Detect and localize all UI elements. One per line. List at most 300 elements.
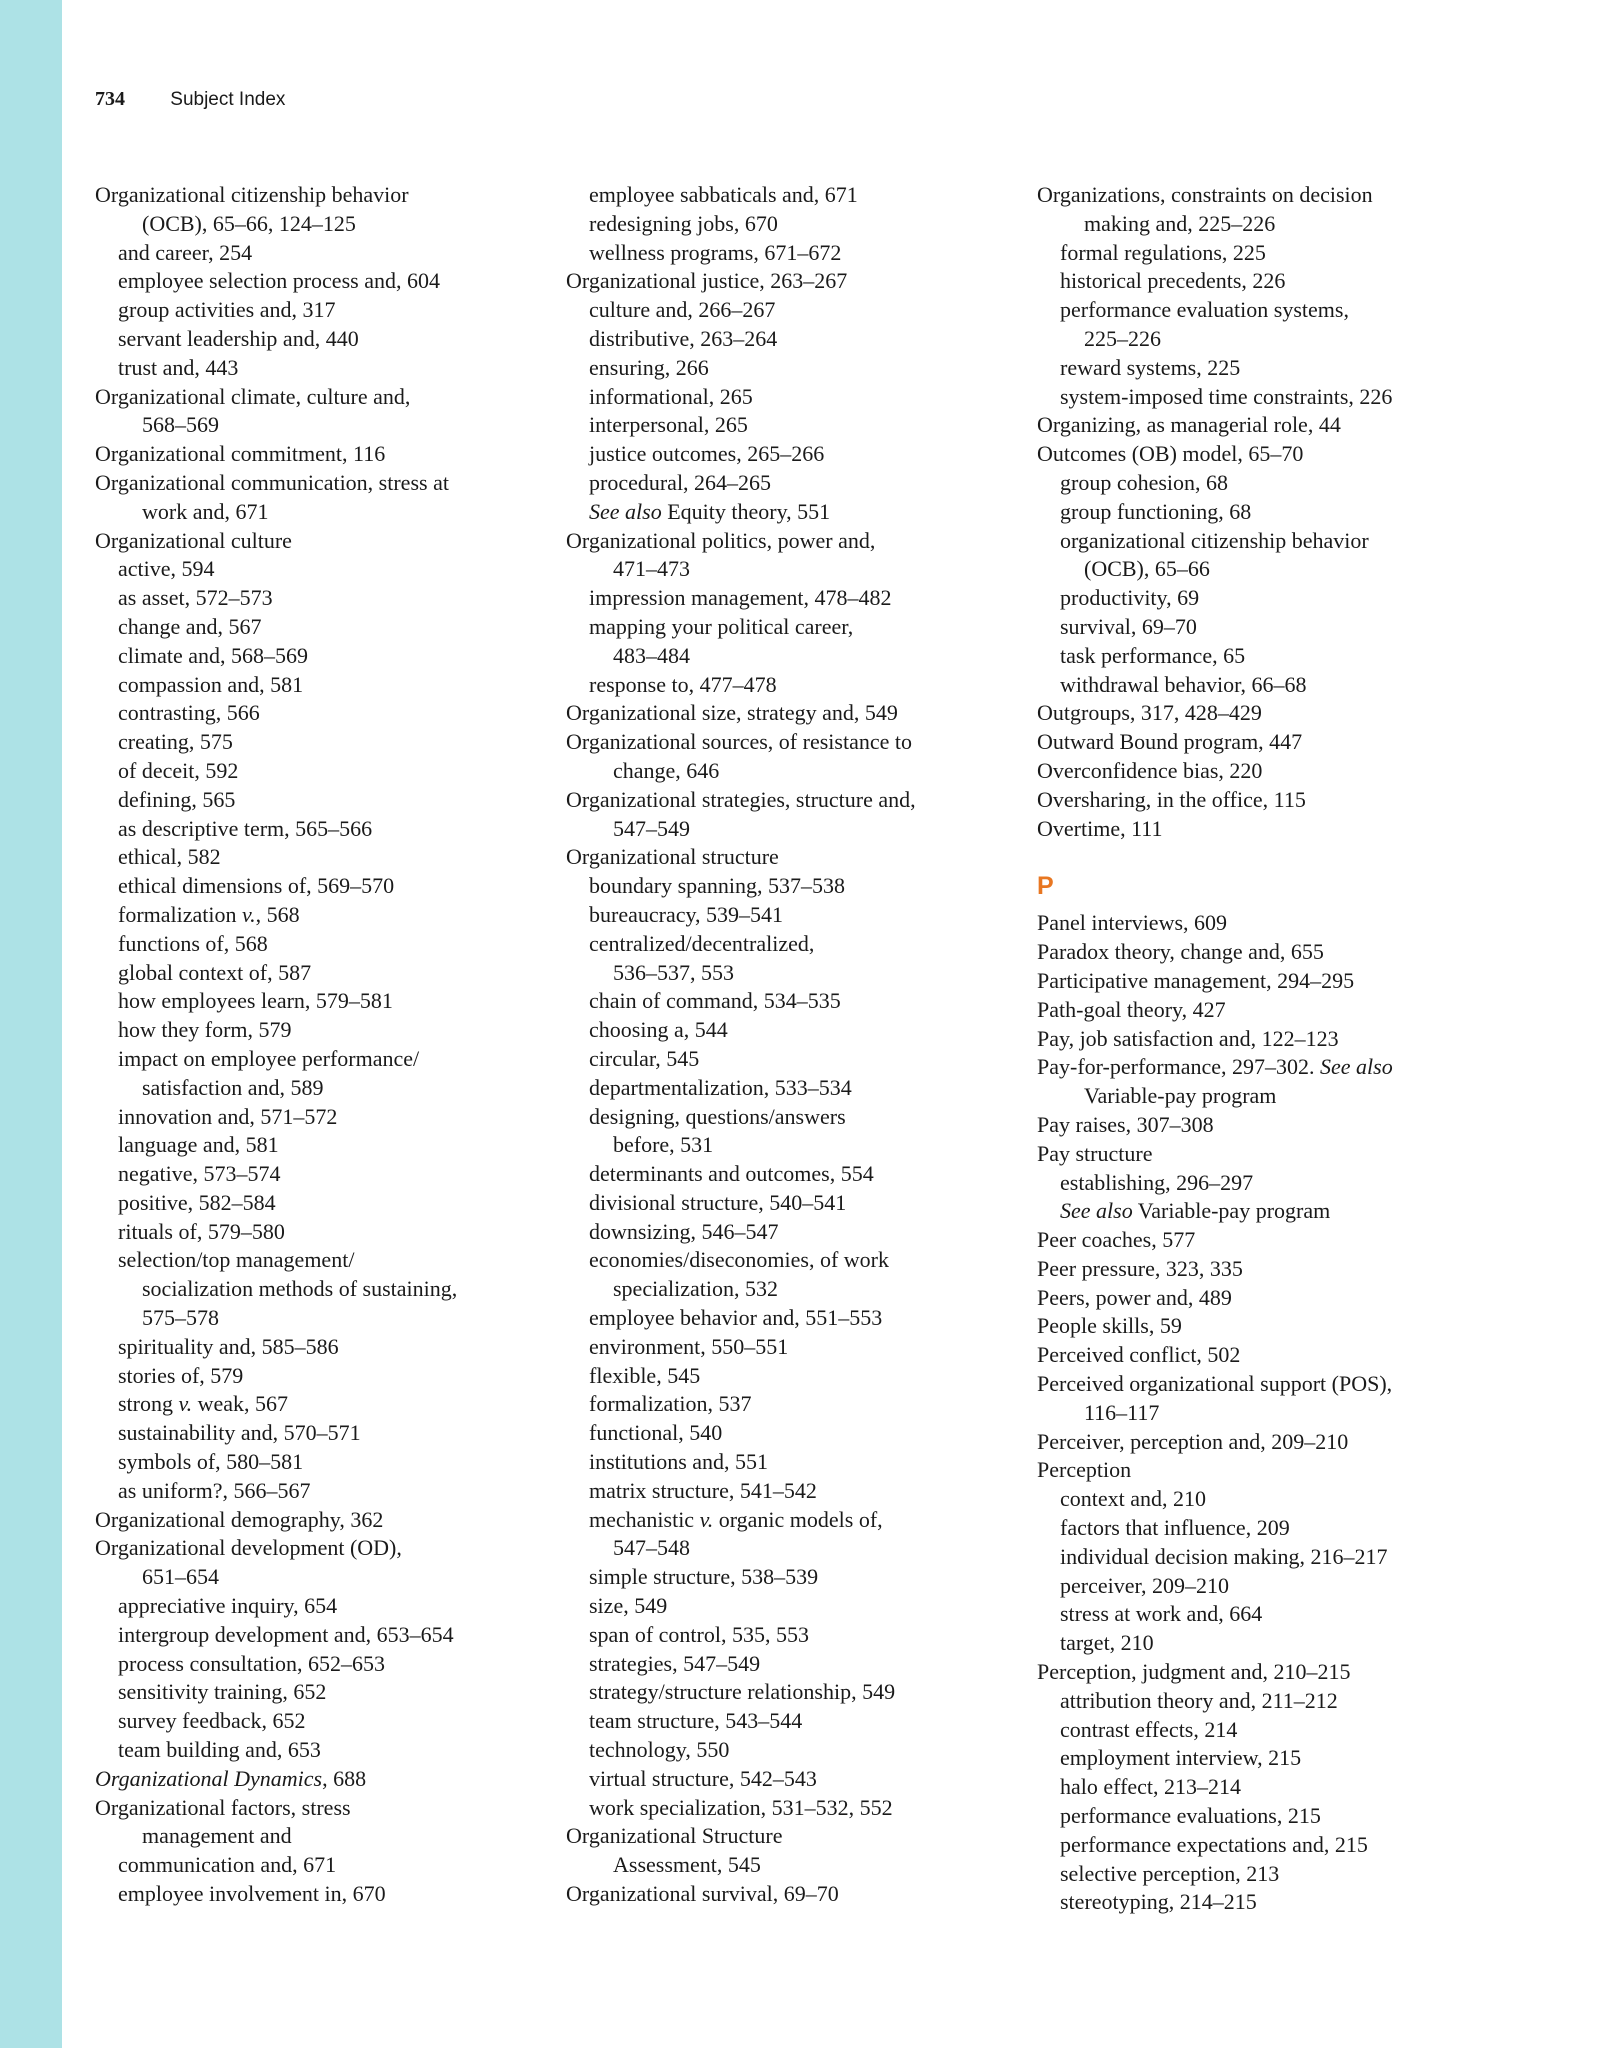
index-subentry bbox=[566, 1016, 916, 1045]
index-subentry bbox=[95, 613, 457, 642]
index-subentry bbox=[1037, 383, 1393, 412]
entry-text: context and, 210 bbox=[1060, 1486, 1207, 1512]
index-entry bbox=[1037, 1025, 1393, 1054]
index-subentry bbox=[1037, 1082, 1393, 1111]
index-subentry bbox=[566, 210, 916, 239]
index-subentry bbox=[95, 843, 457, 872]
index-subentry bbox=[95, 584, 457, 613]
index-subentry bbox=[1037, 1687, 1393, 1716]
index-entry bbox=[1037, 938, 1393, 967]
entry-text: technology, 550 bbox=[589, 1737, 730, 1763]
entry-text: selection/top management/ bbox=[118, 1247, 355, 1273]
entry-text: Panel interviews, 609 bbox=[1037, 910, 1228, 936]
entry-text: circular, 545 bbox=[589, 1045, 700, 1071]
entry-text: communication and, 671 bbox=[118, 1852, 337, 1878]
entry-text: Pay structure bbox=[1037, 1140, 1153, 1166]
entry-text: economies/diseconomies, of work bbox=[589, 1247, 889, 1273]
index-subentry bbox=[566, 1160, 916, 1189]
entry-text: Organizational structure bbox=[566, 844, 779, 870]
entry-text: perceiver, 209–210 bbox=[1060, 1572, 1229, 1598]
entry-text: Perceived organizational support (POS), bbox=[1037, 1371, 1393, 1397]
index-subentry bbox=[95, 1333, 457, 1362]
index-subentry bbox=[1037, 584, 1393, 613]
index-entry bbox=[1037, 1140, 1393, 1169]
entry-text: change, 646 bbox=[613, 757, 720, 783]
index-subentry bbox=[95, 1160, 457, 1189]
index-subentry bbox=[566, 1362, 916, 1391]
index-subentry bbox=[95, 1045, 457, 1074]
entry-text: employee behavior and, 551–553 bbox=[589, 1305, 883, 1331]
entry-text: strategy/structure relationship, 549 bbox=[589, 1679, 896, 1705]
index-entry bbox=[1037, 996, 1393, 1025]
index-entry bbox=[566, 1822, 916, 1851]
entry-text: Organizational climate, culture and, bbox=[95, 383, 411, 409]
index-entry bbox=[1037, 1428, 1393, 1457]
index-subentry bbox=[95, 267, 457, 296]
index-subentry bbox=[566, 1650, 916, 1679]
entry-text: functions of, 568 bbox=[118, 930, 268, 956]
index-subentry bbox=[95, 1275, 457, 1304]
entry-text: centralized/decentralized, bbox=[589, 930, 815, 956]
index-subentry bbox=[1037, 1169, 1393, 1198]
index-entry bbox=[566, 1880, 916, 1909]
index-subentry bbox=[95, 786, 457, 815]
entry-text: (OCB), 65–66 bbox=[1084, 556, 1210, 582]
index-subentry bbox=[566, 757, 916, 786]
index-entry bbox=[1037, 1226, 1393, 1255]
index-subentry bbox=[95, 411, 457, 440]
entry-text: impact on employee performance/ bbox=[118, 1045, 420, 1071]
entry-text-rest: , 568 bbox=[255, 901, 300, 927]
entry-text: organizational citizenship behavior bbox=[1060, 527, 1369, 553]
entry-text: positive, 582–584 bbox=[118, 1189, 276, 1215]
index-subentry bbox=[566, 671, 916, 700]
entry-text: Organizational politics, power and, bbox=[566, 527, 876, 553]
index-subentry bbox=[1037, 267, 1393, 296]
entry-text: Peer pressure, 323, 335 bbox=[1037, 1255, 1243, 1281]
entry-text: trust and, 443 bbox=[118, 354, 239, 380]
entry-text: as asset, 572–573 bbox=[118, 585, 273, 611]
entry-text: environment, 550–551 bbox=[589, 1333, 789, 1359]
index-entry bbox=[1037, 1456, 1393, 1485]
index-subentry bbox=[566, 1621, 916, 1650]
index-subentry bbox=[566, 1534, 916, 1563]
index-entry bbox=[1037, 1255, 1393, 1284]
index-subentry bbox=[95, 872, 457, 901]
index-entry bbox=[1037, 786, 1393, 815]
index-subentry bbox=[566, 555, 916, 584]
entry-text: culture and, 266–267 bbox=[589, 297, 776, 323]
index-subentry bbox=[95, 642, 457, 671]
index-subentry bbox=[566, 642, 916, 671]
index-subentry bbox=[95, 930, 457, 959]
index-subentry bbox=[566, 613, 916, 642]
running-head bbox=[95, 88, 285, 111]
index-entry bbox=[1037, 815, 1393, 844]
entry-text: choosing a, 544 bbox=[589, 1017, 728, 1043]
entry-text: bureaucracy, 539–541 bbox=[589, 901, 784, 927]
index-subentry bbox=[1037, 1399, 1393, 1428]
entry-text: Variable-pay program bbox=[1084, 1083, 1277, 1109]
index-subentry bbox=[1037, 325, 1393, 354]
entry-text: mechanistic bbox=[589, 1506, 700, 1532]
entry-text: 568–569 bbox=[142, 412, 219, 438]
entry-text: wellness programs, 671–672 bbox=[589, 239, 842, 265]
entry-text: target, 210 bbox=[1060, 1630, 1154, 1656]
index-entry bbox=[566, 267, 916, 296]
entry-text: flexible, 545 bbox=[589, 1362, 701, 1388]
entry-italic-text: v. bbox=[699, 1506, 714, 1532]
entry-text: Organizational survival, 69–70 bbox=[566, 1881, 839, 1907]
entry-text: employment interview, 215 bbox=[1060, 1745, 1302, 1771]
index-subentry bbox=[1037, 1773, 1393, 1802]
index-entry bbox=[566, 843, 916, 872]
index-entry bbox=[95, 469, 457, 498]
entry-text: withdrawal behavior, 66–68 bbox=[1060, 671, 1307, 697]
entry-text: employee selection process and, 604 bbox=[118, 268, 440, 294]
index-subentry bbox=[566, 498, 916, 527]
entry-text: Organizational citizenship behavior bbox=[95, 182, 409, 207]
index-subentry bbox=[95, 815, 457, 844]
index-subentry bbox=[1037, 1543, 1393, 1572]
index-entry bbox=[1037, 909, 1393, 938]
index-subentry bbox=[566, 469, 916, 498]
entry-text: (OCB), 65–66, 124–125 bbox=[142, 210, 356, 236]
index-subentry bbox=[95, 671, 457, 700]
entry-text: interpersonal, 265 bbox=[589, 412, 748, 438]
entry-text: Path-goal theory, 427 bbox=[1037, 996, 1226, 1022]
entry-text-rest: , 688 bbox=[322, 1765, 367, 1791]
entry-text: justice outcomes, 265–266 bbox=[589, 441, 825, 467]
entry-text: Oversharing, in the office, 115 bbox=[1037, 786, 1306, 812]
index-subentry bbox=[1037, 210, 1393, 239]
index-subentry bbox=[1037, 1514, 1393, 1543]
entry-text: 536–537, 553 bbox=[613, 959, 734, 985]
index-subentry bbox=[566, 411, 916, 440]
index-subentry bbox=[566, 1275, 916, 1304]
entry-text: Outgroups, 317, 428–429 bbox=[1037, 700, 1262, 726]
index-subentry bbox=[1037, 555, 1393, 584]
entry-text: intergroup development and, 653–654 bbox=[118, 1621, 454, 1647]
entry-text: 471–473 bbox=[613, 556, 690, 582]
entry-text: productivity, 69 bbox=[1060, 585, 1200, 611]
index-subentry bbox=[1037, 498, 1393, 527]
entry-text: 116–117 bbox=[1084, 1399, 1160, 1425]
entry-text: how they form, 579 bbox=[118, 1017, 292, 1043]
index-subentry bbox=[95, 210, 457, 239]
entry-text: strategies, 547–549 bbox=[589, 1650, 761, 1676]
entry-text: Organizational factors, stress bbox=[95, 1794, 351, 1820]
index-entry bbox=[1037, 699, 1393, 728]
index-subentry bbox=[95, 1419, 457, 1448]
entry-text: People skills, 59 bbox=[1037, 1313, 1182, 1339]
entry-text: symbols of, 580–581 bbox=[118, 1449, 304, 1475]
index-subentry bbox=[566, 325, 916, 354]
entry-text: 547–548 bbox=[613, 1535, 690, 1561]
entry-text: employee sabbaticals and, 671 bbox=[589, 182, 858, 207]
entry-text: simple structure, 538–539 bbox=[589, 1564, 819, 1590]
entry-text: survival, 69–70 bbox=[1060, 613, 1197, 639]
entry-text: chain of command, 534–535 bbox=[589, 988, 841, 1014]
entry-text: Overconfidence bias, 220 bbox=[1037, 757, 1263, 783]
index-subentry bbox=[566, 354, 916, 383]
index-subentry bbox=[1037, 1802, 1393, 1831]
entry-text: redesigning jobs, 670 bbox=[589, 210, 778, 236]
entry-text: ethical, 582 bbox=[118, 844, 221, 870]
index-subentry bbox=[566, 1218, 916, 1247]
index-entry bbox=[1037, 1370, 1393, 1399]
index-entry bbox=[95, 1506, 457, 1535]
entry-text: Pay, job satisfaction and, 122–123 bbox=[1037, 1025, 1339, 1051]
entry-text: institutions and, 551 bbox=[589, 1449, 769, 1475]
index-subentry bbox=[566, 1448, 916, 1477]
entry-text: formal regulations, 225 bbox=[1060, 239, 1266, 265]
index-subentry bbox=[566, 239, 916, 268]
entry-text: Organizing, as managerial role, 44 bbox=[1037, 412, 1341, 438]
index-subentry bbox=[1037, 1629, 1393, 1658]
entry-text: socialization methods of sustaining, bbox=[142, 1276, 458, 1302]
entry-text: group cohesion, 68 bbox=[1060, 469, 1229, 495]
index-subentry bbox=[566, 1131, 916, 1160]
index-subentry bbox=[1037, 1831, 1393, 1860]
entry-text: distributive, 263–264 bbox=[589, 325, 778, 351]
index-subentry bbox=[95, 1016, 457, 1045]
entry-text: Pay-for-performance, 297–302. bbox=[1037, 1054, 1321, 1080]
index-subentry bbox=[566, 987, 916, 1016]
index-subentry bbox=[95, 1563, 457, 1592]
index-subentry bbox=[566, 1563, 916, 1592]
index-subentry bbox=[566, 1246, 916, 1275]
entry-text: Pay raises, 307–308 bbox=[1037, 1111, 1214, 1137]
index-subentry bbox=[566, 1851, 916, 1880]
entry-text-rest: organic models of, bbox=[713, 1506, 883, 1532]
entry-text: defining, 565 bbox=[118, 786, 236, 812]
letter-heading: P bbox=[1037, 872, 1054, 901]
entry-text: 651–654 bbox=[142, 1564, 219, 1590]
entry-text: stereotyping, 214–215 bbox=[1060, 1889, 1257, 1915]
index-subentry bbox=[1037, 1716, 1393, 1745]
index-subentry bbox=[1037, 1860, 1393, 1889]
entry-text: Organizational justice, 263–267 bbox=[566, 268, 848, 294]
entry-text: sustainability and, 570–571 bbox=[118, 1420, 361, 1446]
index-subentry bbox=[1037, 642, 1393, 671]
entry-text: Participative management, 294–295 bbox=[1037, 967, 1355, 993]
entry-text: Assessment, 545 bbox=[613, 1852, 761, 1878]
entry-text: specialization, 532 bbox=[613, 1276, 778, 1302]
entry-text-rest: Variable-pay program bbox=[1132, 1198, 1331, 1224]
entry-text: strong bbox=[118, 1391, 179, 1417]
entry-text: selective perception, 213 bbox=[1060, 1860, 1280, 1886]
entry-text: formalization, 537 bbox=[589, 1391, 752, 1417]
entry-text: work specialization, 531–532, 552 bbox=[589, 1794, 893, 1820]
index-entry bbox=[566, 527, 916, 556]
entry-text: as descriptive term, 565–566 bbox=[118, 815, 373, 841]
entry-text: rituals of, 579–580 bbox=[118, 1218, 285, 1244]
page-number: 734 bbox=[95, 88, 125, 110]
entry-text: establishing, 296–297 bbox=[1060, 1169, 1254, 1195]
index-subentry bbox=[1037, 1888, 1393, 1917]
index-subentry bbox=[95, 1621, 457, 1650]
index-subentry bbox=[566, 1189, 916, 1218]
index-subentry bbox=[566, 901, 916, 930]
entry-text: satisfaction and, 589 bbox=[142, 1074, 324, 1100]
index-subentry bbox=[1037, 1485, 1393, 1514]
index-subentry bbox=[95, 757, 457, 786]
index-entry bbox=[1037, 1312, 1393, 1341]
entry-text: attribution theory and, 211–212 bbox=[1060, 1687, 1338, 1713]
entry-text: active, 594 bbox=[118, 556, 215, 582]
entry-text: Perception, judgment and, 210–215 bbox=[1037, 1659, 1351, 1685]
entry-text-rest: weak, 567 bbox=[192, 1391, 289, 1417]
index-subentry bbox=[1037, 613, 1393, 642]
index-subentry bbox=[566, 959, 916, 988]
index-entry bbox=[1037, 181, 1393, 210]
entry-text: span of control, 535, 553 bbox=[589, 1621, 809, 1647]
entry-text: sensitivity training, 652 bbox=[118, 1679, 327, 1705]
entry-text: making and, 225–226 bbox=[1084, 210, 1276, 236]
running-head-title: Subject Index bbox=[170, 89, 286, 110]
entry-text: Organizational commitment, 116 bbox=[95, 441, 386, 467]
entry-italic-text: See also bbox=[589, 498, 662, 524]
entry-text: determinants and outcomes, 554 bbox=[589, 1161, 874, 1187]
entry-text: of deceit, 592 bbox=[118, 757, 239, 783]
entry-text: spirituality and, 585–586 bbox=[118, 1333, 339, 1359]
entry-text: 483–484 bbox=[613, 642, 690, 668]
index-entry bbox=[95, 383, 457, 412]
entry-text: Organizational communication, stress at bbox=[95, 469, 449, 495]
index-column-2 bbox=[566, 181, 916, 1909]
index-subentry bbox=[95, 555, 457, 584]
entry-text: Organizational development (OD), bbox=[95, 1535, 402, 1561]
index-entry bbox=[566, 786, 916, 815]
index-subentry bbox=[1037, 296, 1393, 325]
index-subentry bbox=[566, 1045, 916, 1074]
index-entry bbox=[1037, 1341, 1393, 1370]
entry-text: Perception bbox=[1037, 1457, 1132, 1483]
index-entry bbox=[1037, 1658, 1393, 1687]
entry-text: performance expectations and, 215 bbox=[1060, 1831, 1368, 1857]
entry-italic-text: See also bbox=[1320, 1054, 1393, 1080]
entry-italic-text: v. bbox=[242, 901, 256, 927]
index-subentry bbox=[1037, 469, 1393, 498]
entry-text: ensuring, 266 bbox=[589, 354, 709, 380]
index-subentry bbox=[95, 325, 457, 354]
entry-text: work and, 671 bbox=[142, 498, 269, 524]
index-entry bbox=[566, 728, 916, 757]
index-subentry bbox=[566, 1477, 916, 1506]
index-entry bbox=[1037, 967, 1393, 996]
index-subentry bbox=[95, 1362, 457, 1391]
index-subentry bbox=[1037, 239, 1393, 268]
index-subentry bbox=[566, 1074, 916, 1103]
index-subentry bbox=[566, 1678, 916, 1707]
index-subentry bbox=[95, 354, 457, 383]
index-subentry bbox=[95, 1218, 457, 1247]
index-subentry bbox=[566, 1390, 916, 1419]
index-subentry bbox=[566, 296, 916, 325]
side-color-band bbox=[0, 0, 62, 2048]
entry-text-rest: Equity theory, 551 bbox=[661, 498, 831, 524]
entry-text: servant leadership and, 440 bbox=[118, 325, 359, 351]
entry-text: group functioning, 68 bbox=[1060, 498, 1252, 524]
entry-text: halo effect, 213–214 bbox=[1060, 1774, 1242, 1800]
index-subentry bbox=[1037, 1600, 1393, 1629]
entry-text: Organizational culture bbox=[95, 527, 292, 553]
entry-text: contrast effects, 214 bbox=[1060, 1716, 1238, 1742]
index-subentry bbox=[95, 1448, 457, 1477]
index-subentry bbox=[95, 1880, 457, 1909]
entry-text: formalization bbox=[118, 901, 243, 927]
index-entry bbox=[1037, 440, 1393, 469]
index-subentry bbox=[566, 181, 916, 210]
entry-text: team structure, 543–544 bbox=[589, 1708, 803, 1734]
entry-text: Outcomes (OB) model, 65–70 bbox=[1037, 441, 1304, 467]
index-subentry bbox=[566, 815, 916, 844]
index-entry bbox=[95, 527, 457, 556]
index-subentry bbox=[566, 440, 916, 469]
entry-text: boundary spanning, 537–538 bbox=[589, 873, 846, 899]
index-subentry bbox=[95, 1650, 457, 1679]
entry-text: Peer coaches, 577 bbox=[1037, 1227, 1196, 1253]
entry-text: process consultation, 652–653 bbox=[118, 1650, 386, 1676]
entry-text: mapping your political career, bbox=[589, 613, 854, 639]
entry-text: compassion and, 581 bbox=[118, 671, 304, 697]
index-subentry bbox=[1037, 671, 1393, 700]
entry-text: Paradox theory, change and, 655 bbox=[1037, 939, 1324, 965]
index-subentry bbox=[566, 1304, 916, 1333]
index-subentry bbox=[566, 1794, 916, 1823]
entry-text: Perceiver, perception and, 209–210 bbox=[1037, 1428, 1349, 1454]
index-subentry bbox=[95, 1103, 457, 1132]
index-entry bbox=[566, 699, 916, 728]
entry-text: Organizations, constraints on decision bbox=[1037, 182, 1373, 207]
index-subentry bbox=[566, 584, 916, 613]
entry-text: as uniform?, 566–567 bbox=[118, 1477, 311, 1503]
entry-text: performance evaluation systems, bbox=[1060, 297, 1349, 323]
index-subentry bbox=[566, 1736, 916, 1765]
index-subentry bbox=[1037, 1572, 1393, 1601]
entry-text: Organizational size, strategy and, 549 bbox=[566, 700, 898, 726]
entry-text: management and bbox=[142, 1823, 292, 1849]
index-entry bbox=[95, 1794, 457, 1823]
entry-text: performance evaluations, 215 bbox=[1060, 1803, 1321, 1829]
entry-text: procedural, 264–265 bbox=[589, 469, 772, 495]
entry-text: survey feedback, 652 bbox=[118, 1708, 306, 1734]
index-subentry bbox=[95, 959, 457, 988]
index-entry bbox=[1037, 728, 1393, 757]
entry-text: functional, 540 bbox=[589, 1420, 723, 1446]
entry-text: matrix structure, 541–542 bbox=[589, 1477, 817, 1503]
entry-text: designing, questions/answers bbox=[589, 1103, 846, 1129]
index-subentry bbox=[95, 1592, 457, 1621]
entry-text: downsizing, 546–547 bbox=[589, 1218, 779, 1244]
index-subentry bbox=[95, 296, 457, 325]
index-subentry bbox=[95, 1189, 457, 1218]
index-subentry bbox=[95, 239, 457, 268]
entry-text: employee involvement in, 670 bbox=[118, 1881, 386, 1907]
entry-text: language and, 581 bbox=[118, 1132, 279, 1158]
index-entry bbox=[95, 440, 457, 469]
entry-text: 225–226 bbox=[1084, 325, 1161, 351]
index-subentry bbox=[95, 1736, 457, 1765]
index-entry bbox=[1037, 411, 1393, 440]
index-column-1 bbox=[95, 181, 457, 1909]
index-subentry bbox=[95, 1477, 457, 1506]
entry-text: contrasting, 566 bbox=[118, 700, 260, 726]
entry-text: virtual structure, 542–543 bbox=[589, 1765, 817, 1791]
index-subentry bbox=[1037, 354, 1393, 383]
index-subentry bbox=[95, 1074, 457, 1103]
